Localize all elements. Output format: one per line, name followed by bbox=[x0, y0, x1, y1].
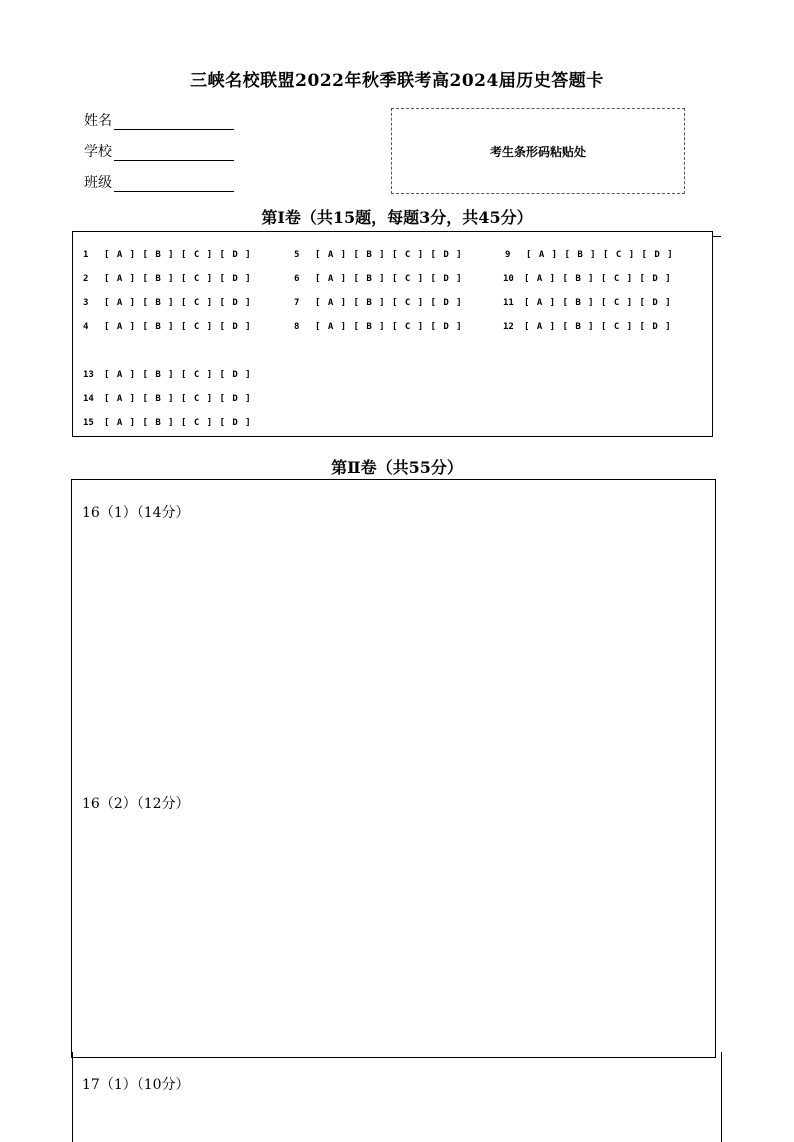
mc-question[interactable] bbox=[503, 274, 672, 284]
answer-options[interactable]: [ A ] [ B ] [ C ] [ D ] bbox=[104, 298, 252, 308]
mc-question[interactable] bbox=[294, 274, 463, 284]
mc-question[interactable] bbox=[505, 250, 674, 260]
class-label: 班级 bbox=[84, 175, 112, 191]
barcode-label: 考生条形码粘贴处 bbox=[489, 144, 586, 159]
answer-options[interactable]: [ A ] [ B ] [ C ] [ D ] bbox=[315, 274, 463, 284]
question-number: 13 bbox=[83, 370, 94, 380]
school-field[interactable] bbox=[84, 141, 234, 161]
mc-question[interactable] bbox=[83, 418, 252, 428]
answer-box-16[interactable] bbox=[71, 479, 716, 1058]
question-label-16-2: 16（2）（12分） bbox=[82, 796, 190, 812]
mc-question[interactable] bbox=[83, 394, 252, 404]
class-blank-line[interactable] bbox=[114, 177, 234, 192]
question-number: 14 bbox=[83, 394, 94, 404]
question-number: 11 bbox=[503, 298, 514, 308]
question-number: 10 bbox=[503, 274, 514, 284]
answer-options[interactable]: [ A ] [ B ] [ C ] [ D ] bbox=[104, 394, 252, 404]
school-blank-line[interactable] bbox=[114, 146, 234, 161]
name-blank-line[interactable] bbox=[114, 115, 234, 130]
mc-question[interactable] bbox=[503, 322, 672, 332]
answer-options[interactable]: [ A ] [ B ] [ C ] [ D ] bbox=[104, 274, 252, 284]
answer-options[interactable]: [ A ] [ B ] [ C ] [ D ] bbox=[104, 322, 252, 332]
question-number: 5 bbox=[294, 250, 300, 260]
mc-question[interactable] bbox=[83, 322, 252, 332]
mc-question[interactable] bbox=[83, 298, 252, 308]
answer-options[interactable]: [ A ] [ B ] [ C ] [ D ] bbox=[524, 322, 672, 332]
answer-options[interactable]: [ A ] [ B ] [ C ] [ D ] bbox=[526, 250, 674, 260]
question-number: 4 bbox=[83, 322, 89, 332]
section2-title: 第Ⅱ卷（共55分） bbox=[331, 458, 463, 477]
answer-options[interactable]: [ A ] [ B ] [ C ] [ D ] bbox=[104, 418, 252, 428]
answer-options[interactable]: [ A ] [ B ] [ C ] [ D ] bbox=[104, 370, 252, 380]
question-label-16-1: 16（1）（14分） bbox=[82, 505, 190, 521]
mc-question[interactable] bbox=[83, 250, 252, 260]
question-number: 12 bbox=[503, 322, 514, 332]
answer-options[interactable]: [ A ] [ B ] [ C ] [ D ] bbox=[315, 298, 463, 308]
answer-box-17[interactable] bbox=[72, 1052, 722, 1142]
answer-options[interactable]: [ A ] [ B ] [ C ] [ D ] bbox=[315, 322, 463, 332]
question-number: 15 bbox=[83, 418, 94, 428]
section1-title: 第I卷（共15题，每题3分，共45分） bbox=[261, 208, 533, 227]
mc-question[interactable] bbox=[294, 298, 463, 308]
question-number: 2 bbox=[83, 274, 89, 284]
class-field[interactable] bbox=[84, 172, 234, 192]
answer-options[interactable]: [ A ] [ B ] [ C ] [ D ] bbox=[524, 298, 672, 308]
answer-sheet-title: 三峡名校联盟2022年秋季联考高2024届历史答题卡 bbox=[190, 71, 604, 91]
school-label: 学校 bbox=[84, 144, 112, 160]
question-number: 3 bbox=[83, 298, 89, 308]
name-field[interactable] bbox=[84, 110, 234, 130]
question-number: 8 bbox=[294, 322, 300, 332]
question-number: 6 bbox=[294, 274, 300, 284]
question-label-17-1: 17（1）（10分） bbox=[82, 1077, 190, 1093]
answer-options[interactable]: [ A ] [ B ] [ C ] [ D ] bbox=[315, 250, 463, 260]
corner-tick bbox=[713, 236, 721, 237]
mc-question[interactable] bbox=[83, 274, 252, 284]
answer-options[interactable]: [ A ] [ B ] [ C ] [ D ] bbox=[104, 250, 252, 260]
barcode-area bbox=[391, 108, 685, 194]
mc-question[interactable] bbox=[503, 298, 672, 308]
name-label: 姓名 bbox=[84, 113, 112, 129]
mc-question[interactable] bbox=[83, 370, 252, 380]
multiple-choice-box bbox=[72, 231, 713, 437]
answer-options[interactable]: [ A ] [ B ] [ C ] [ D ] bbox=[524, 274, 672, 284]
mc-question[interactable] bbox=[294, 250, 463, 260]
question-number: 1 bbox=[83, 250, 89, 260]
mc-question[interactable] bbox=[294, 322, 463, 332]
question-number: 9 bbox=[505, 250, 511, 260]
question-number: 7 bbox=[294, 298, 300, 308]
